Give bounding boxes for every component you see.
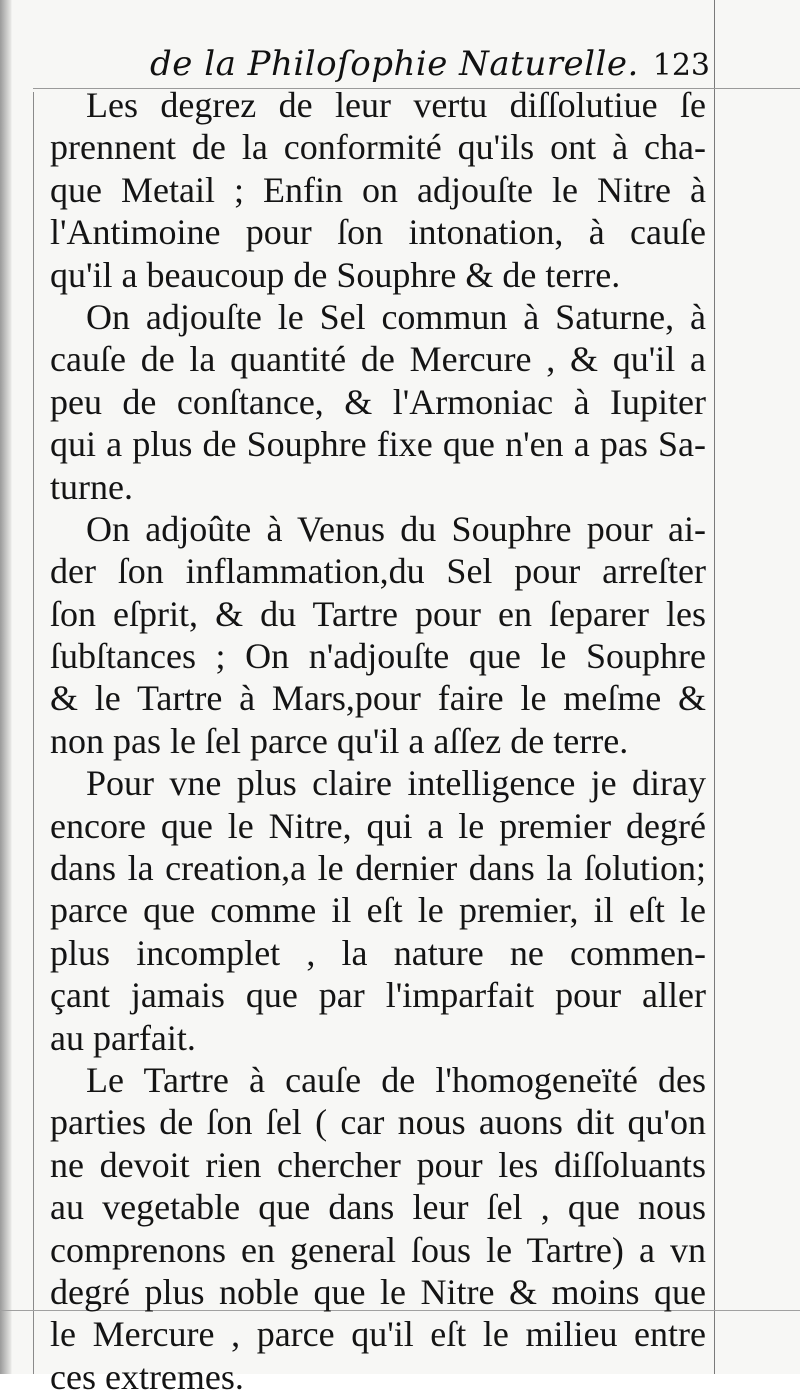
paragraph [50, 762, 706, 1059]
text-line: qu'il a beaucoup de Souphre & de terre. [50, 254, 621, 295]
text-line: cauſe de la quantité de Mercure , & qu'il a [50, 339, 706, 380]
running-title: de la Philoſophie Naturelle. [150, 44, 639, 84]
text-line: ne devoit rien chercher pour les diſſoluants [50, 1144, 706, 1185]
body-text [50, 84, 706, 1398]
text-line: ſon eſprit, & du Tartre pour en ſeparer les [50, 593, 706, 634]
text-line: comprenons en general ſous le Tartre) a vn [50, 1229, 706, 1270]
text-line: & le Tartre à Mars,pour faire le meſme & [50, 678, 706, 719]
text-line: encore que le Nitre, qui a le premier degré [50, 805, 706, 846]
text-line: qui a plus de Souphre fixe que n'en a pas Sa- [50, 424, 706, 465]
text-line: turne. [50, 466, 133, 507]
text-line: non pas le ſel parce qu'il a aſſez de terre. [50, 720, 629, 761]
text-line: que Metail ; Enfin on adjouſte le Nitre à [50, 169, 706, 210]
right-border-rule [714, 0, 715, 1374]
text-line: ſubſtances ; On n'adjouſte que le Souphre [50, 636, 706, 677]
text-line: l'Antimoine pour ſon intonation, à cauſe [50, 212, 706, 253]
text-line: ces extremes. [50, 1356, 244, 1397]
text-line: Pour vne plus claire intelligence je diray [86, 763, 706, 804]
paragraph [50, 508, 706, 762]
text-line: parce que comme il eſt le premier, il eſt le [50, 890, 706, 931]
text-line: peu de conſtance, & l'Armoniac à Iupiter [50, 381, 706, 422]
page-number: 123 [652, 48, 710, 83]
text-line: plus incomplet , la nature ne commen- [50, 932, 706, 973]
binding-shadow [0, 0, 12, 1374]
text-line: Le Tartre à cauſe de l'homogeneïté des [86, 1059, 706, 1100]
text-line: au vegetable que dans leur ſel , que nous [50, 1187, 706, 1228]
text-line: Les degrez de leur vertu diſſolutiue ſe [86, 85, 706, 125]
text-line: le Mercure , parce qu'il eſt le milieu entre [50, 1314, 706, 1355]
paragraph [50, 296, 706, 508]
paragraph [50, 1059, 706, 1398]
text-line: On adjoûte à Venus du Souphre pour ai- [86, 508, 706, 549]
text-line: au parfait. [50, 1017, 196, 1058]
paragraph [50, 84, 706, 296]
text-line: çant jamais que par l'imparfait pour aller [50, 975, 706, 1016]
left-border-rule [33, 92, 34, 1374]
text-line: degré plus noble que le Nitre & moins que [50, 1271, 706, 1312]
text-line: On adjouſte le Sel commun à Saturne, à [86, 296, 706, 337]
running-head [150, 44, 710, 88]
text-line: parties de ſon ſel ( car nous auons dit qu'on [50, 1102, 706, 1143]
text-line: prennent de la conformité qu'ils ont à cha- [50, 127, 706, 168]
text-line: dans la creation,a le dernier dans la ſolution; [50, 848, 706, 889]
text-line: der ſon inflammation,du Sel pour arreſter [50, 551, 706, 592]
